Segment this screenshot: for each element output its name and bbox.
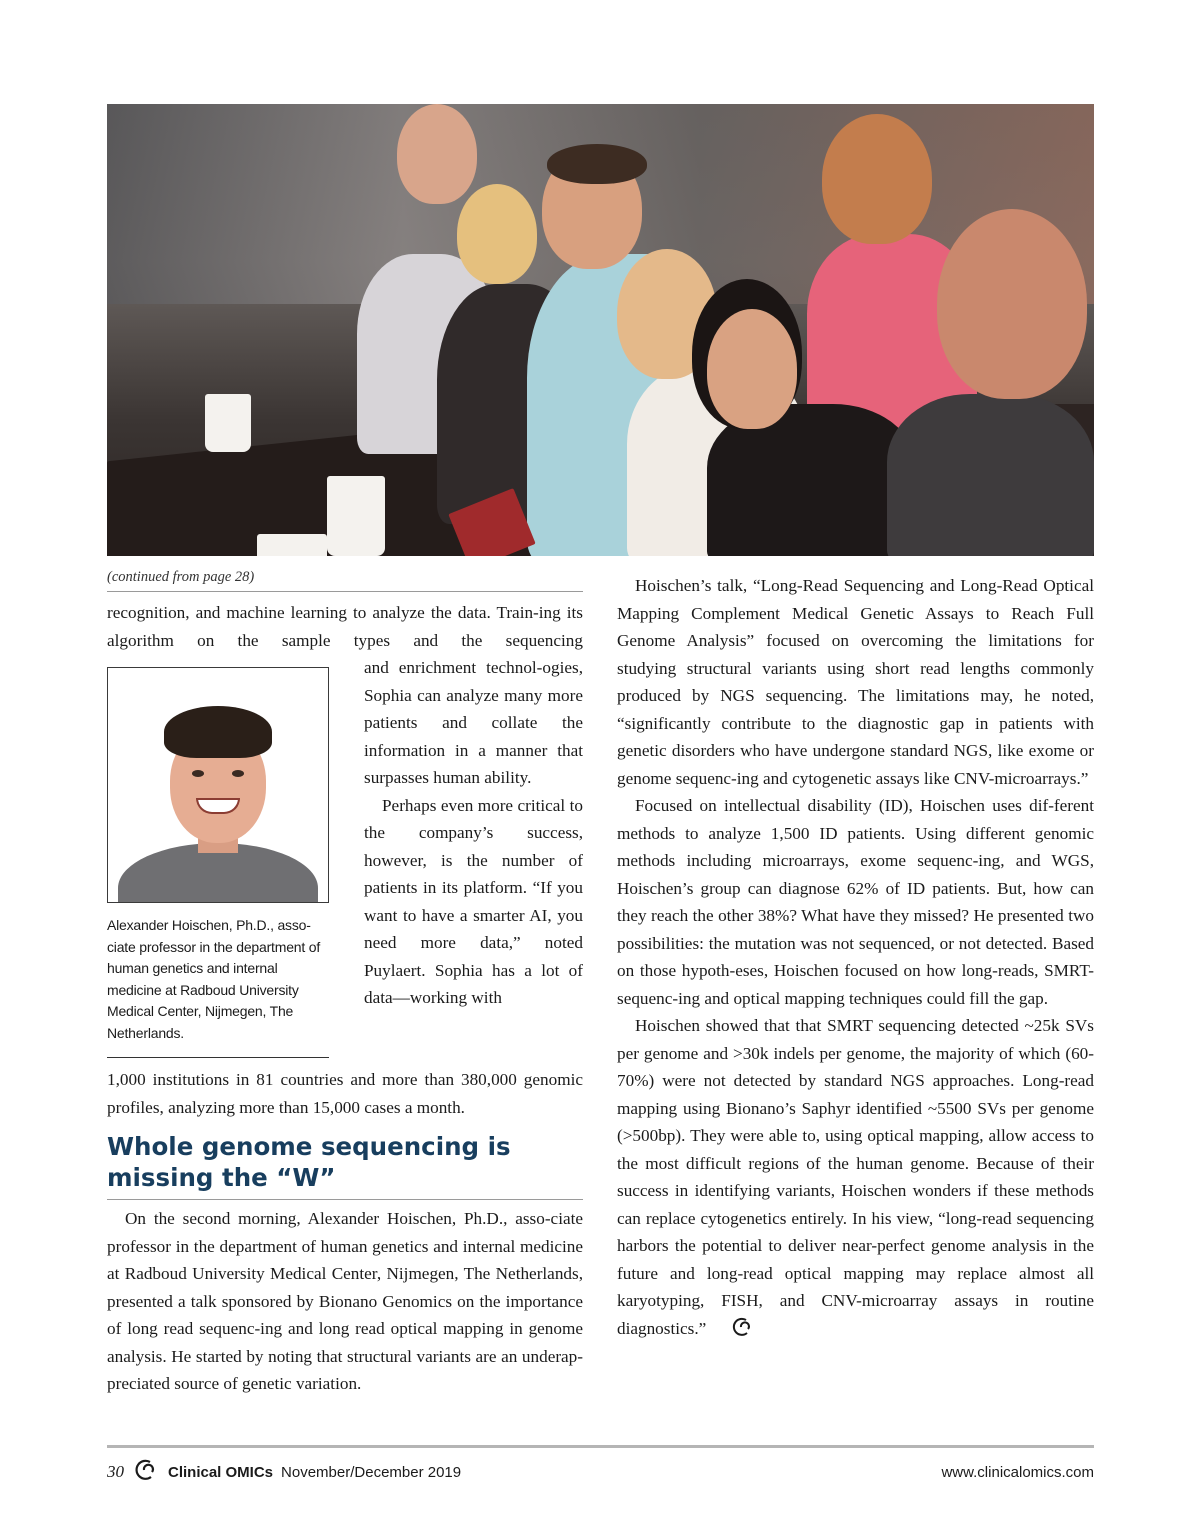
right-paragraph-1: Hoischen’s talk, “Long-Read Sequencing and Long-Read Optical Mapping Complement Medical Genetic Assays to Reach Full Genome Analysis” focused on overcoming the limitations for studying structural variants using short read lengths commonly produced by NGS sequencing. The limitations may, he noted, “significantly contribute to the diagnostic gap in patients with genetic disorders who have undergone standard NGS, like exome or genome sequenc-ing and cytogenetic assays like CNV-microarrays.” [617,576,1094,788]
clinical-omics-logo-icon [714,1316,754,1347]
page-footer [107,1460,1094,1484]
left-paragraph-1-lead: recognition, and machine learning to analyze the data. Train-ing its algorithm on the sample types and the sequencing [107,603,583,650]
website-url[interactable]: www.clinicalomics.com [941,1463,1094,1481]
footer-rule [107,1445,1094,1448]
conference-audience-photo [107,104,1094,556]
portrait-caption: Alexander Hoischen, Ph.D., asso-ciate professor in the department of human genetics and internal medicine at Radboud University Medical Center, Nijmegen, The Netherlands. [107,915,329,1058]
right-paragraph-2: Focused on intellectual disability (ID), Hoischen uses dif-ferent methods to analyze 1,500 ID patients. Using different genomic methods including microarrays, exome sequenc-ing, and WGS, Hoischen’s group can diagnose 62% of ID patients. But, how can they reach the other 38%? What have they missed? He presented two possibilities: the mutation was not sequenced, or not detected. Based on those hypoth-eses, Hoischen focused on how long-reads, SMRT-sequenc-ing and optical mapping techniques could fill the gap. [617,796,1094,1008]
left-paragraph-2-wrap: Perhaps even more critical to the company’s success, however, is the number of patients in its platform. “If you want to have a smarter AI, you need more data,” noted Puylaert. Sophia has a lot of data—working with [364,795,583,1007]
left-paragraph-1-wrap: and enrichment technol-ogies, Sophia can analyze many more patients and collate the information in a manner that surpasses human ability. [364,658,583,787]
brand-name: Clinical OMICs [168,1463,274,1481]
portrait-photo [107,667,329,903]
clinical-omics-logo-icon [134,1458,160,1486]
left-paragraph-2-tail: 1,000 institutions in 81 countries and more than 380,000 genomic profiles, analyzing more than 15,000 cases a month. [107,1070,583,1117]
right-paragraph-3: Hoischen showed that that SMRT sequencing detected ~25k SVs per genome and >30k indels per genome, the majority of which (60-70%) were not detected by standard NGS approaches. Long-read mapping using Bionano’s Saphyr identified ~5500 SVs per genome (>500bp). They were able to, using optical mapping, allow access to the most difficult regions of the human genome. Because of their success in identifying variants, Hoischen wonders if these methods can replace cytogenetics entirely. In his view, “long-read sequencing harbors the potential to deliver near-perfect genome analysis in the future and long-read optical mapping may replace almost all karyotyping, FISH, and CNV-microarray assays in routine diagnostics.” [617,1016,1094,1338]
left-paragraph-wrap [364,654,583,1012]
continued-note: (continued from page 28) [107,569,583,592]
right-paragraph-3-wrapper [617,1012,1094,1346]
issue-date: November/December 2019 [281,1463,462,1481]
right-column [617,572,1094,1346]
page-number: 30 [107,1462,124,1481]
left-paragraph-3: On the second morning, Alexander Hoischen, Ph.D., asso-ciate professor in the department of human genetics and internal medicine at Radboud University Medical Center, Nijmegen, The Netherlands, presented a talk sponsored by Bionano Genomics on the importance of long read sequenc-ing and long read optical mapping in genome analysis. He started by noting that structural variants are an underap-preciated source of genetic variation. [107,1209,583,1393]
section-heading: Whole genome sequencing is missing the “W” [107,1131,583,1200]
